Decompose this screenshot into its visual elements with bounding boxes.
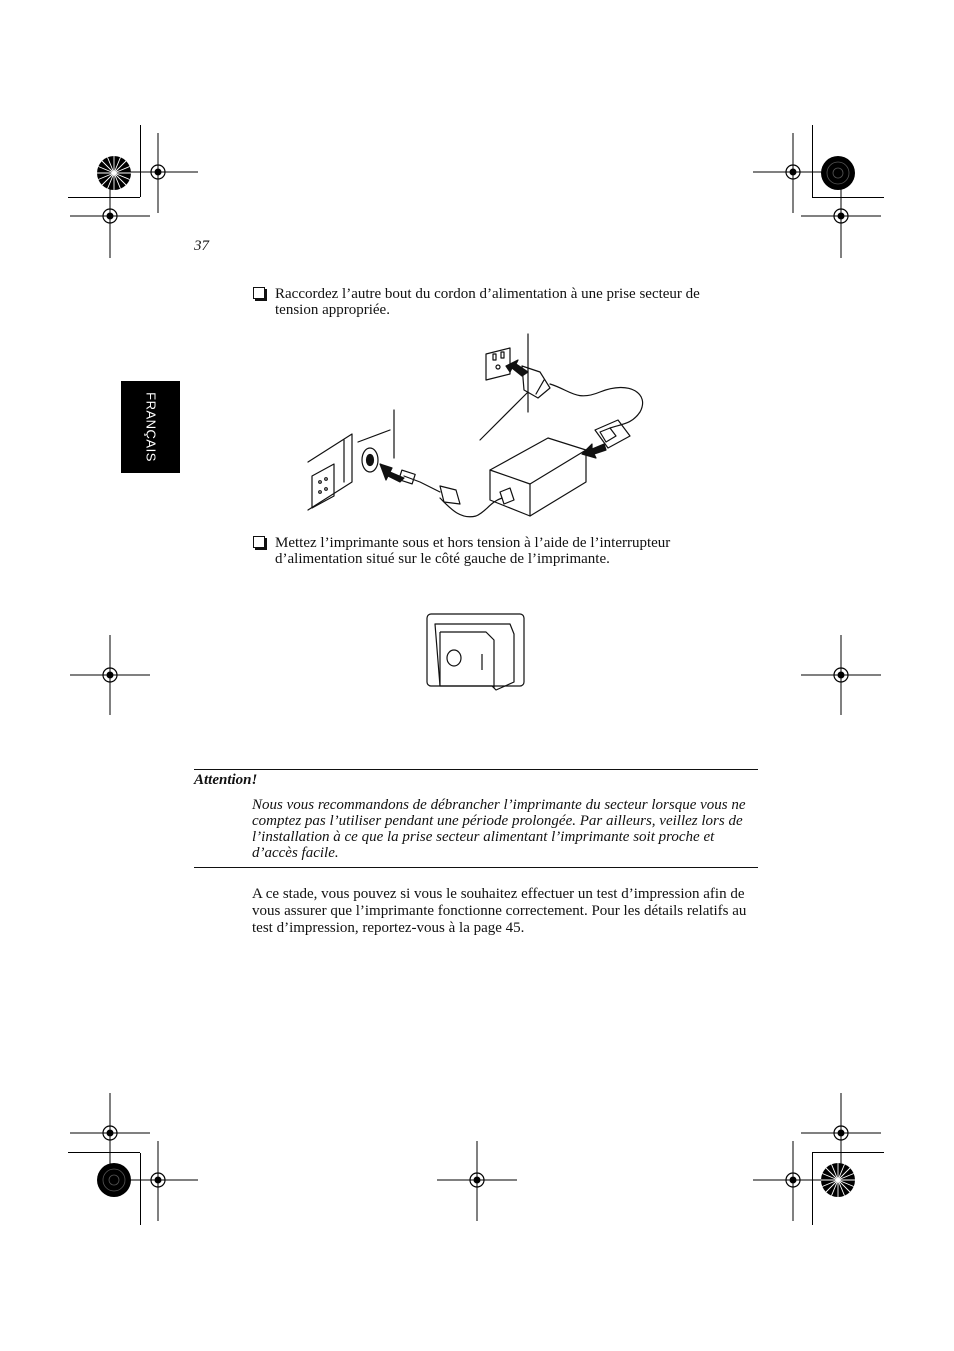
- step-2-text: Mettez l’imprimante sous et hors tension à l’aide de l’interrupteur d’alimentation situé sur le côté gauche de l’imprimante.: [275, 535, 671, 567]
- radial-star-target-icon: [820, 1162, 856, 1198]
- page-number: 37: [194, 238, 209, 254]
- crosshair-circle-icon: [437, 1141, 517, 1221]
- checkbox-bullet-icon: [253, 536, 265, 548]
- rocker-switch-illustration: [426, 612, 526, 692]
- step-1-text: Raccordez l’autre bout du cordon d’alimentation à une prise secteur de tension appropriée.: [275, 286, 700, 318]
- radial-star-target-icon: [96, 1162, 132, 1198]
- closing-paragraph: A ce stade, vous pouvez si vous le souhaitez effectuer un test d’impression afin de vous assurer que l’imprimante fonctionne correctement. Pour les détails relatifs au test d’impression, reportez-vous à la page 45.: [252, 886, 747, 936]
- power-cord-illustration: [300, 332, 660, 527]
- attention-title: Attention!: [194, 772, 258, 788]
- checkbox-bullet-icon: [253, 287, 265, 299]
- language-side-tab: [121, 381, 180, 473]
- radial-star-target-icon: [820, 155, 856, 191]
- attention-bottom-rule: [194, 867, 758, 868]
- crosshair-circle-icon: [801, 635, 881, 715]
- attention-body: Nous vous recommandons de débrancher l’imprimante du secteur lorsque vous ne comptez pas l’utiliser pendant une période prolongée. Par ailleurs, veillez lors de l’installation à ce que la prise secteur alimentant l’imprimante soit proche et d’accès facile.: [252, 797, 746, 861]
- crosshair-circle-icon: [70, 635, 150, 715]
- attention-top-rule: [194, 769, 758, 770]
- radial-star-target-icon: [96, 155, 132, 191]
- language-tab-label: FRANÇAIS: [143, 392, 158, 462]
